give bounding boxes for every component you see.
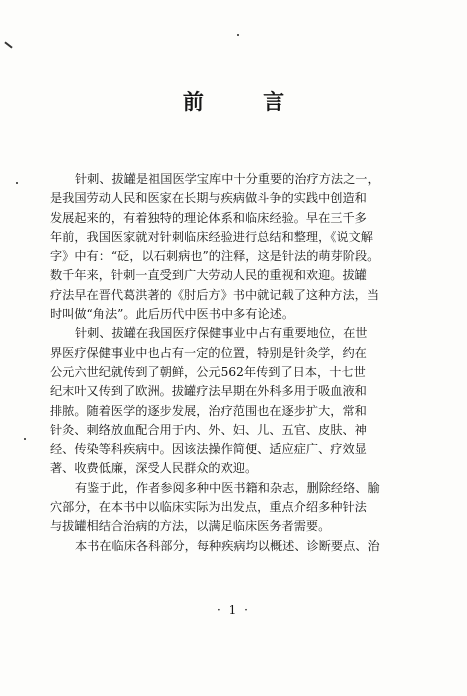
text-line: 发展起来的，有着独特的理论体系和临床经验。早在三千多 — [50, 210, 367, 225]
text-line: 时叫做“角法”。此后历代中医书中多有论述。 — [50, 307, 295, 322]
text-line: 穴部分，在本书中以临床实际为出发点，重点介绍多种针法 — [50, 500, 367, 515]
text-line: 本书在临床各科部分，每种疾病均以概述、诊断要点、治 — [75, 538, 380, 553]
text-line: 排脓。随着医学的逐步发展，治疗范围也在逐步扩大，常和 — [50, 403, 367, 418]
scan-speck — [16, 182, 18, 184]
text-line: 著、收费低廉，深受人民群众的欢迎。 — [50, 461, 258, 476]
text-line: 年前，我国医家就对针刺临床经验进行总结和整理，《说文解 — [50, 229, 373, 244]
page-number: · 1 · — [217, 603, 250, 617]
text-line: 针灸、刺络放血配合用于内、外、妇、儿、五官、皮肤、神 — [50, 422, 367, 437]
text-line: 与拔罐相结合治病的方法，以满足临床医务者需要。 — [50, 519, 331, 534]
text-line: 针刺、拔罐是祖国医学宝库中十分重要的治疗方法之一， — [75, 172, 380, 186]
text-line: 字》中有：“砭，以石刺病也”的注释，这是针法的萌芽阶段。 — [50, 249, 380, 264]
scan-speck — [237, 34, 239, 36]
text-line: 界医疗保健事业中也占有一定的位置，特别是针灸学，约在 — [50, 345, 367, 360]
text-line: 有鉴于此，作者参阅多种中医书籍和杂志，删除经络、腧 — [75, 480, 380, 495]
text-line: 公元六世纪就传到了朝鲜，公元562年传到了日本，十七世 — [50, 364, 366, 379]
text-line: 纪末叶又传到了欧洲。拔罐疗法早期在外科多用于吸血液和 — [50, 384, 367, 399]
scan-mark — [4, 41, 12, 48]
text-line: 数千年来，针刺一直受到广大劳动人民的重视和欢迎。拔罐 — [50, 268, 367, 283]
scan-speck — [24, 438, 26, 440]
text-line: 经、传染等科疾病中。因该法操作简便、适应症广、疗效显 — [50, 442, 367, 457]
text-line: 疗法早在晋代葛洪著的《肘后方》书中就记载了这种方法，当 — [50, 287, 380, 302]
text-line: 是我国劳动人民和医家在长期与疾病做斗争的实践中创造和 — [50, 191, 367, 206]
text-line: 针刺、拔罐在我国医疗保健事业中占有重要地位，在世 — [75, 326, 368, 341]
page-title: 前 言 — [182, 90, 311, 114]
body-text — [50, 170, 426, 556]
